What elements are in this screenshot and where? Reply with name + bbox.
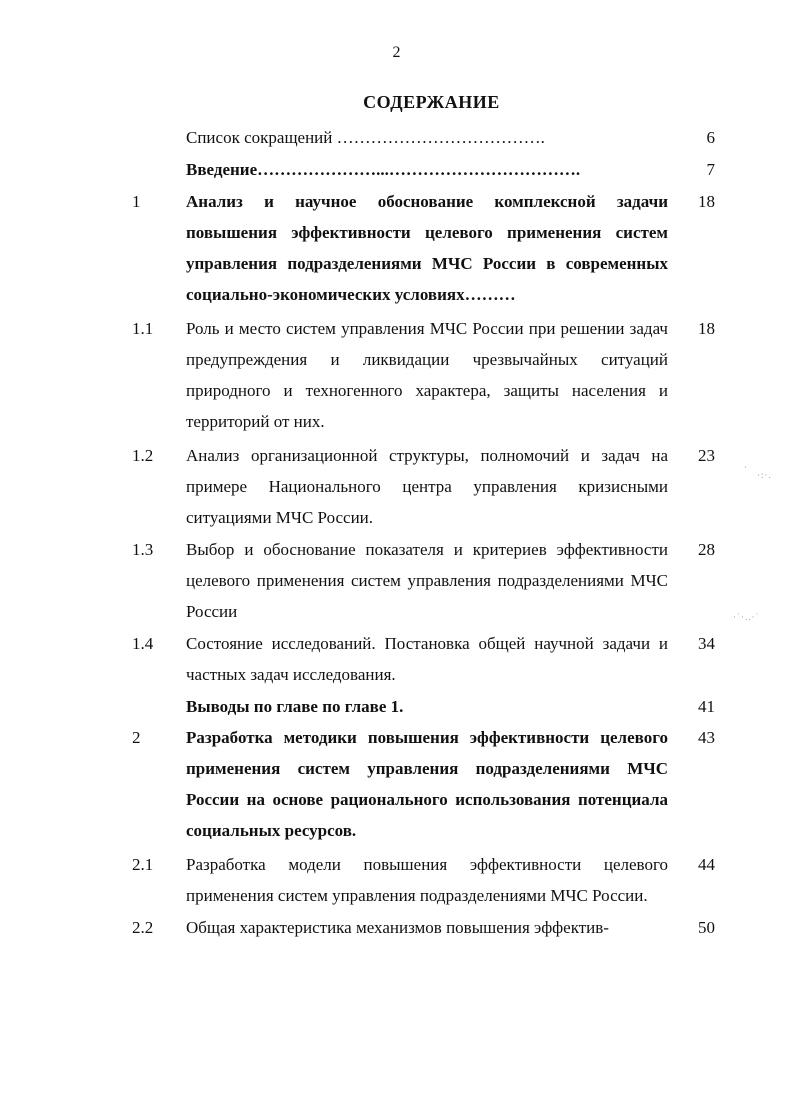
toc-entry-page: 23 xyxy=(698,446,715,465)
toc-entry-page: 6 xyxy=(706,128,715,147)
toc-entry-title: Выводы по главе по главе 1. xyxy=(186,697,404,716)
toc-entry-number: 1.3 xyxy=(132,540,154,559)
toc-entry-title: Разработка методики повышения эффективности целевого применения систем управления подразделениями МЧС России на основе рационального использования потенциала социальных ресурсов. xyxy=(186,728,668,840)
toc-entry-page: 18 xyxy=(698,319,715,338)
toc-entry xyxy=(0,122,793,153)
toc-entry-number: 1.2 xyxy=(132,446,154,465)
toc-entry-page: 34 xyxy=(698,634,715,653)
toc-entry-number: 1 xyxy=(132,192,141,211)
toc-entry-title: Роль и место систем управления МЧС России при решении задач предупреждения и ликвидации чрезвычайных ситуаций природного и техногенного характера, защиты населения и территорий от них. xyxy=(186,319,668,431)
toc-entry-page: 41 xyxy=(698,697,715,716)
toc-entry-title: Выбор и обоснование показателя и критериев эффективности целевого применения систем управления подразделениями МЧС России xyxy=(186,540,668,621)
toc-entry-title: Анализ и научное обоснование комплексной задачи повышения эффективности целевого применения систем управления подразделениями МЧС России в современных социально-экономических условиях……… xyxy=(186,192,668,304)
toc-entry xyxy=(0,722,793,846)
page-number: 2 xyxy=(392,44,401,61)
toc-entry-page: 43 xyxy=(698,728,715,747)
toc-entry-title: Введение…………………...……………………………. xyxy=(186,160,581,179)
toc-entry-page: 7 xyxy=(706,160,715,179)
toc-entry xyxy=(0,534,793,627)
toc-entry xyxy=(0,912,793,943)
toc-entry-title: Список сокращений ………………………………. xyxy=(186,128,545,147)
toc-entry-title: Разработка модели повышения эффективности целевого применения систем управления подразделениями МЧС России. xyxy=(186,855,668,905)
toc-entry-title: Состояние исследований. Постановка общей научной задачи и частных задач исследования. xyxy=(186,634,668,684)
toc-entry-number: 2 xyxy=(132,728,141,747)
toc-entry xyxy=(0,186,793,310)
scan-speck: · xyxy=(744,462,748,472)
scan-speck: ·:·. xyxy=(757,470,772,480)
toc-entry-number: 1.1 xyxy=(132,319,154,338)
toc-entry-page: 44 xyxy=(698,855,715,874)
toc-entry-page: 50 xyxy=(698,918,715,937)
toc-entry-title: Анализ организационной структуры, полномочий и задач на примере Национального центра управления кризисными ситуациями МЧС России. xyxy=(186,446,668,527)
toc-title: СОДЕРЖАНИЕ xyxy=(363,92,500,112)
table-of-contents xyxy=(0,122,793,943)
toc-entry-number: 2.2 xyxy=(132,918,154,937)
toc-entry xyxy=(0,628,793,690)
toc-entry xyxy=(0,849,793,911)
toc-entry xyxy=(0,154,793,185)
toc-entry-title: Общая характеристика механизмов повышения эффектив- xyxy=(186,918,609,937)
scan-speck: ·˙·..·˙ xyxy=(733,612,760,622)
toc-entry-number: 1.4 xyxy=(132,634,154,653)
toc-entry xyxy=(0,440,793,533)
toc-entry-page: 18 xyxy=(698,192,715,211)
toc-entry xyxy=(0,691,793,722)
toc-entry-number: 2.1 xyxy=(132,855,154,874)
toc-entry xyxy=(0,313,793,437)
toc-entry-page: 28 xyxy=(698,540,715,559)
